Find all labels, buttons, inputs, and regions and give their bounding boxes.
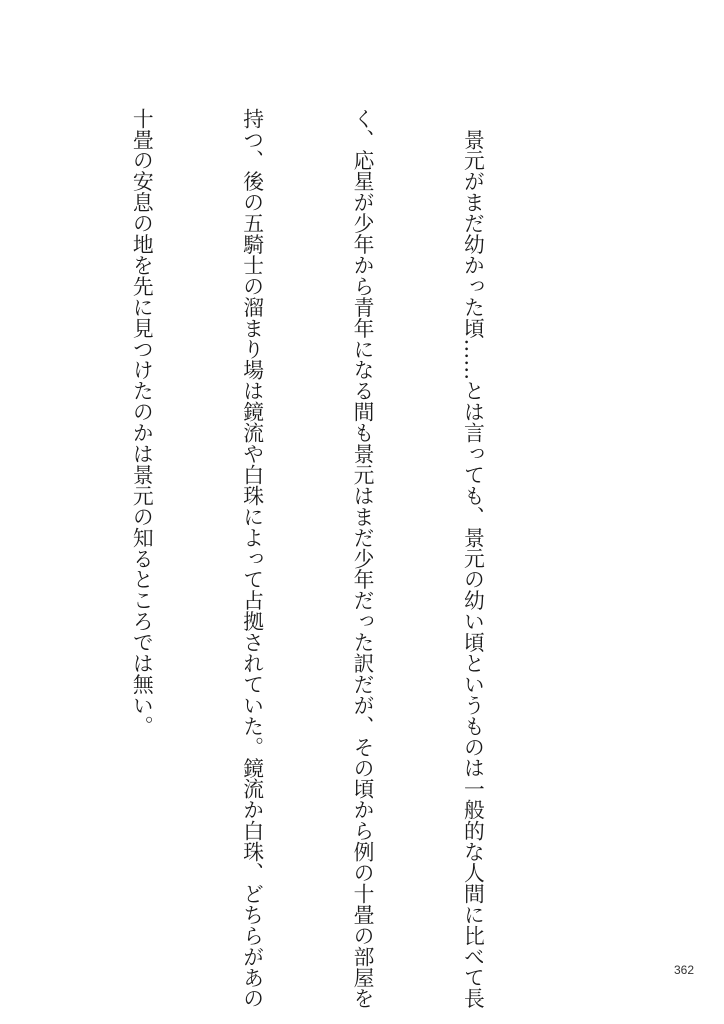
text-line: 持つ、後の五騎士の溜まり場は鏡流や白珠によって占拠されていた。鏡流か白珠、どちらがあの	[239, 108, 264, 1009]
text-line: く、応星が少年から青年になる間も景元はまだ少年だった訳だが、その頃から例の十畳の部屋を	[350, 108, 375, 1009]
text-line: 景元がまだ幼かった頃……とは言っても、景元の幼い頃というものは一般的な人間に比べて長	[460, 108, 485, 1009]
page-number: 362	[673, 963, 694, 977]
blank-line	[12, 108, 49, 928]
vertical-text-block	[0, 108, 564, 1009]
text-line: 十畳の安息の地を先に見つけたのかは景元の知るところでは無い。	[129, 108, 154, 737]
